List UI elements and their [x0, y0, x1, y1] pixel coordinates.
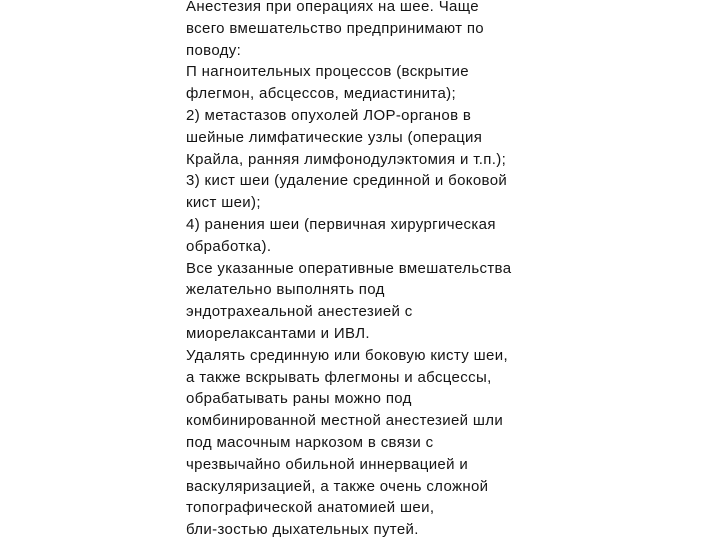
text-line: шейные лимфатические узлы (операция: [186, 128, 483, 146]
body-text: [186, 0, 546, 540]
text-line: обрабатывать раны можно под: [186, 390, 412, 408]
text-line: Крайла, ранняя лимфонодулэктомия и т.п.);: [186, 150, 507, 168]
text-line: Анестезия при операциях на шее. Чаще: [186, 0, 479, 15]
text-line: обработка).: [186, 237, 272, 255]
text-line: топографической анатомией шеи,: [186, 499, 435, 517]
text-line: желательно выполнять под: [186, 281, 385, 299]
text-line: чрезвычайно обильной иннервацией и: [186, 455, 469, 473]
text-line: Удалять срединную или боковую кисту шеи,: [186, 346, 508, 364]
text-line: васкуляризацией, а также очень сложной: [186, 477, 489, 495]
text-line: а также вскрывать флегмоны и абсцессы,: [186, 368, 492, 386]
text-line: кист шеи);: [186, 194, 261, 212]
text-line: комбинированной местной анестезией шли: [186, 412, 504, 430]
text-line: под масочным наркозом в связи с: [186, 433, 434, 451]
text-line: бли-зостью дыхательных путей.: [186, 521, 419, 539]
text-line: эндотрахеальной анестезией с: [186, 303, 413, 321]
text-line: 3) кист шеи (удаление срединной и боковой: [186, 172, 508, 190]
text-line: флегмон, абсцессов, медиастинита);: [186, 85, 457, 103]
text-line: 2) метастазов опухолей ЛОР-органов в: [186, 106, 472, 124]
text-line: Все указанные оперативные вмешательства: [186, 259, 512, 277]
text-line: всего вмешательство предпринимают по: [186, 19, 485, 37]
text-line: поводу:: [186, 41, 242, 59]
text-line: П нагноительных процессов (вскрытие: [186, 63, 469, 81]
text-line: 4) ранения шеи (первичная хирургическая: [186, 215, 496, 233]
text-line: миорелаксантами и ИВЛ.: [186, 324, 370, 342]
